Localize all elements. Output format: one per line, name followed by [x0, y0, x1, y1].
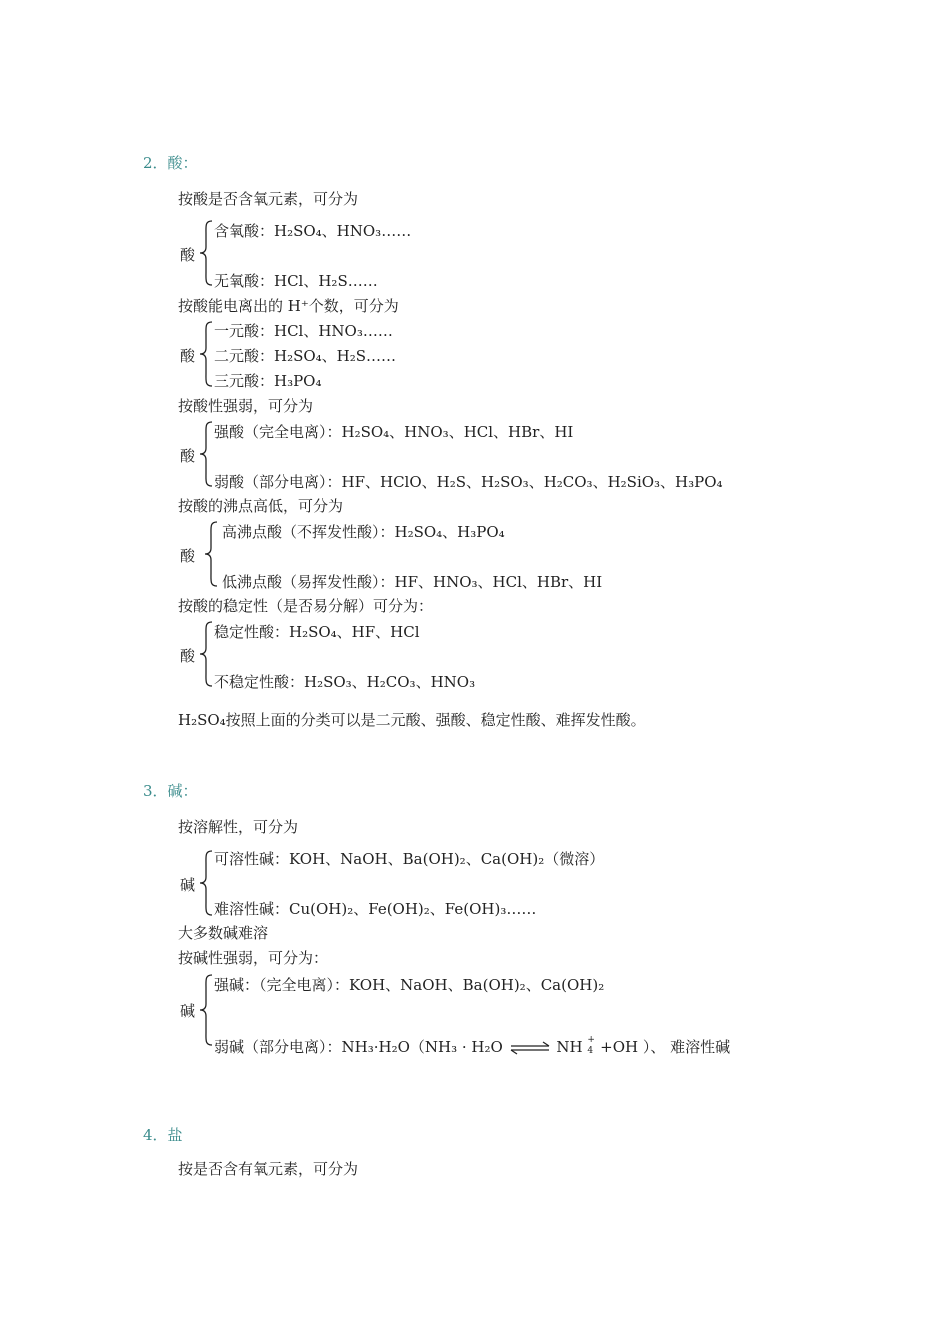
acid-root-label: 酸 [180, 246, 196, 264]
acid-root-label-3: 酸 [180, 447, 196, 465]
acid-strength-intro: 按酸性强弱，可分为 [178, 397, 314, 415]
triprotic-line: 三元酸：H₃PO₄ [214, 372, 322, 390]
unstable-acid-line: 不稳定性酸：H₂SO₃、H₂CO₃、HNO₃ [214, 673, 476, 691]
monoprotic-line: 一元酸：HCl、HNO₃…… [214, 322, 393, 340]
brace-acid-strength [198, 421, 214, 487]
brace-acid-oxygen [198, 220, 214, 286]
sulfuric-summary: H₂SO₄按照上面的分类可以是二元酸、强酸、稳定性酸、难挥发性酸。 [178, 711, 646, 729]
high-bp-acid-line: 高沸点酸（不挥发性酸）：H₂SO₄、H₃PO₄ [222, 523, 505, 541]
acid-root-label-4: 酸 [180, 547, 196, 565]
acid-oxygen-intro: 按酸是否含氧元素，可分为 [178, 190, 359, 208]
weak-acid-line: 弱酸（部分电离）：HF、HClO、H₂S、H₂SO₃、H₂CO₃、H₂SiO₃、H₃PO₄ [214, 473, 723, 491]
weak-base-text-end: +OH ）、 难溶性碱 [600, 1038, 731, 1056]
section-4-heading: 4．盐 [143, 1126, 183, 1144]
acid-root-label-2: 酸 [180, 347, 196, 365]
strong-acid-line: 强酸（完全电离）：H₂SO₄、HNO₃、HCl、HBr、HI [214, 423, 574, 441]
ammonium-charge [587, 1035, 595, 1056]
acid-h-intro: 按酸能电离出的 H⁺个数，可分为 [178, 297, 399, 315]
insoluble-base-line: 难溶性碱：Cu(OH)₂、Fe(OH)₂、Fe(OH)₃…… [214, 900, 537, 918]
base-root-label: 碱 [180, 876, 196, 894]
low-bp-acid-line: 低沸点酸（易挥发性酸）：HF、HNO₃、HCl、HBr、HI [222, 573, 603, 591]
soluble-base-line: 可溶性碱：KOH、NaOH、Ba(OH)₂、Ca(OH)₂（微溶） [214, 850, 605, 868]
brace-acid-bp [203, 521, 219, 587]
weak-base-line [214, 1036, 730, 1057]
brace-base-solubility [198, 850, 214, 916]
ammonium-symbol: NH [556, 1038, 583, 1056]
brace-acid-basicity [198, 321, 214, 387]
diprotic-line: 二元酸：H₂SO₄、H₂S…… [214, 347, 397, 365]
base-solubility-intro: 按溶解性，可分为 [178, 818, 299, 836]
acid-root-label-5: 酸 [180, 647, 196, 665]
brace-acid-stability [198, 621, 214, 687]
section-2-heading: 2．酸： [143, 154, 198, 172]
strong-base-line: 强碱：（完全电离）：KOH、NaOH、Ba(OH)₂、Ca(OH)₂ [214, 976, 605, 994]
acid-bp-intro: 按酸的沸点高低，可分为 [178, 497, 344, 515]
base-root-label-2: 碱 [180, 1002, 196, 1020]
acid-stability-intro: 按酸的稳定性（是否易分解）可分为： [178, 597, 434, 615]
oxy-acid-line: 含氧酸：H₂SO₄、HNO₃…… [214, 222, 412, 240]
ammonium-charge-sup: + [587, 1035, 595, 1045]
section-3-heading: 3．碱： [143, 782, 198, 800]
reversible-arrow-icon [509, 1041, 551, 1055]
nonoxy-acid-line: 无氧酸：HCl、H₂S…… [214, 272, 378, 290]
brace-base-strength [198, 974, 214, 1046]
stable-acid-line: 稳定性酸：H₂SO₄、HF、HCl [214, 623, 420, 641]
salt-oxygen-intro: 按是否含有氧元素，可分为 [178, 1160, 359, 1178]
base-strength-intro: 按碱性强弱，可分为： [178, 949, 329, 967]
ammonium-charge-sub: 4 [587, 1046, 594, 1056]
most-bases-insoluble: 大多数碱难溶 [178, 924, 269, 942]
weak-base-text: 弱碱（部分电离）：NH₃·H₂O（NH₃ · H₂O [214, 1038, 503, 1056]
